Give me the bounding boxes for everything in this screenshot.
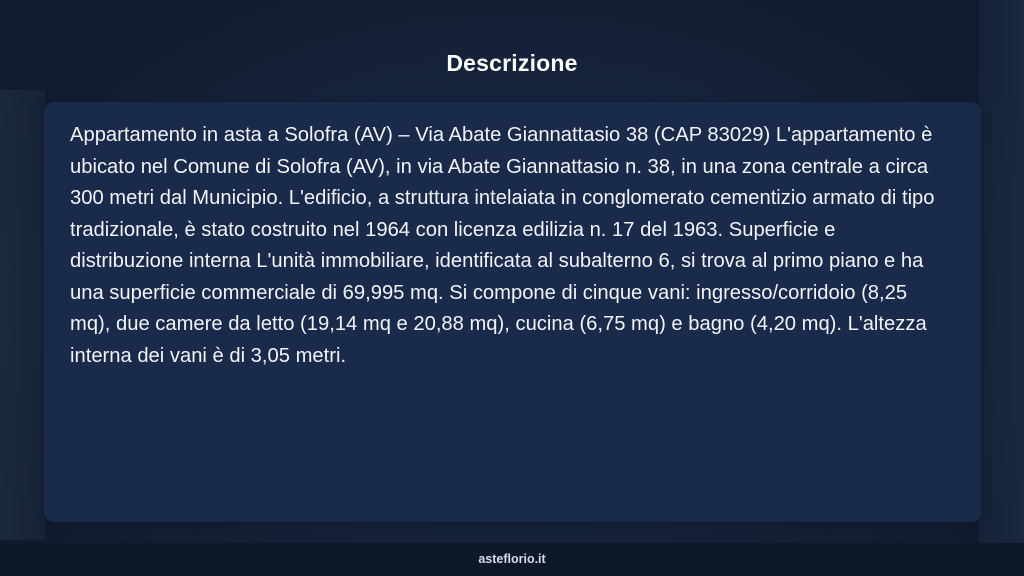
background-shade-left — [0, 90, 45, 540]
footer-bar — [0, 543, 1024, 576]
background-shade-right — [979, 0, 1024, 576]
footer-site-label: asteflorio.it — [478, 552, 546, 566]
page-title: Descrizione — [446, 50, 578, 76]
description-panel — [44, 102, 981, 522]
description-text: Appartamento in asta a Solofra (AV) – Via Abate Giannattasio 38 (CAP 83029) L'appartamento è ubicato nel Comune di Solofra (AV), in via Abate Giannattasio n. 38, in una zona centrale a circa 300 metri dal Municipio. L'edificio, a struttura intelaiata in conglomerato cementizio armato di tipo tradizionale, è stato costruito nel 1964 con licenza edilizia n. 17 del 1963. Superficie e distribuzione interna L'unità immobiliare, identificata al subalterno 6, si trova al primo piano e ha una superficie commerciale di 69,995 mq. Si compone di cinque vani: ingresso/corridoio (8,25 mq), due camere da letto (19,14 mq e 20,88 mq), cucina (6,75 mq) e bagno (4,20 mq). L'altezza interna dei vani è di 3,05 metri. — [70, 124, 935, 367]
